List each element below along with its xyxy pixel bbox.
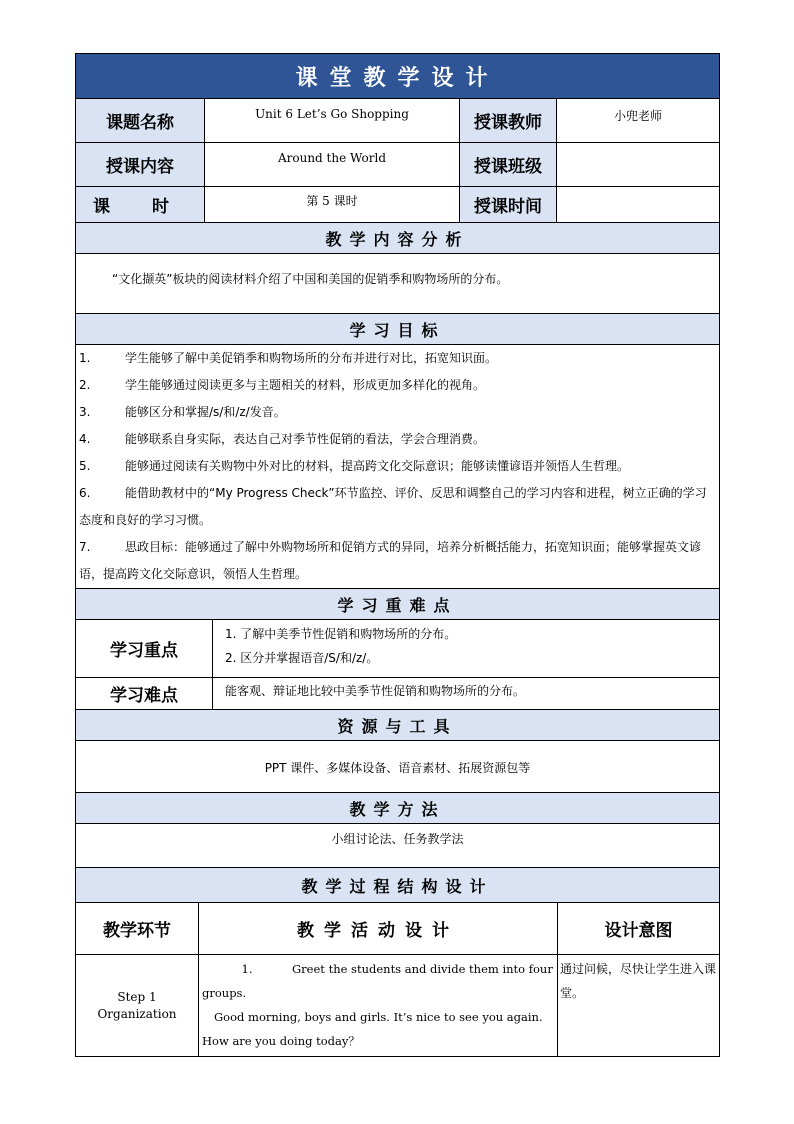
resources-text: PPT 课件、多媒体设备、语音素材、拓展资源包等 bbox=[76, 741, 720, 793]
objective-item: 4. 能够联系自身实际，表达自己对季节性促销的看法，学会合理消费。 bbox=[79, 432, 486, 446]
teacher-value: 小兜老师 bbox=[557, 99, 720, 143]
focus-content bbox=[213, 620, 720, 678]
stage-cell: Step 1 Organization bbox=[76, 955, 199, 1057]
key-points-heading: 学习重难点 bbox=[76, 589, 720, 620]
process-heading: 教学过程结构设计 bbox=[76, 868, 720, 903]
content-value: Around the World bbox=[205, 143, 460, 187]
content-label: 授课内容 bbox=[76, 143, 205, 187]
key-points-table bbox=[75, 588, 720, 868]
class-value bbox=[557, 143, 720, 187]
period-value: 第 5 课时 bbox=[205, 187, 460, 223]
activity-cell: 1. Greet the students and divide them into four groups. Good morning, boys and girls. It’s nice to see you again. How are you doing today？ bbox=[199, 955, 558, 1057]
objective-item: 1. 学生能够了解中美促销季和购物场所的分布并进行对比，拓宽知识面。 bbox=[79, 351, 498, 365]
objectives-list bbox=[76, 345, 720, 589]
intent-column-header: 设计意图 bbox=[558, 903, 720, 955]
objective-item: 2. 学生能够通过阅读更多与主题相关的材料，形成更加多样化的视角。 bbox=[79, 378, 486, 392]
objectives-heading: 学习目标 bbox=[76, 314, 720, 345]
difficulty-label: 学习难点 bbox=[76, 678, 213, 710]
focus-item: 2. 区分并掌握语音/S/和/z/。 bbox=[225, 651, 379, 665]
time-value bbox=[557, 187, 720, 223]
info-table bbox=[75, 53, 720, 589]
focus-label: 学习重点 bbox=[76, 620, 213, 678]
activity-column-header: 教学活动设计 bbox=[199, 903, 558, 955]
intent-cell: 通过问候，尽快让学生进入课堂。 bbox=[558, 955, 720, 1057]
objective-item: 6. 能借助教材中的“My Progress Check”环节监控、评价、反思和调整自己的学习内容和进程，树立正确的学习态度和良好的学习习惯。 bbox=[79, 486, 707, 527]
objective-item: 7. 思政目标：能够通过了解中外购物场所和促销方式的异同，培养分析概括能力，拓宽知识面；能够掌握英文谚语，提高跨文化交际意识，领悟人生哲理。 bbox=[79, 540, 702, 581]
period-label: 课 时 bbox=[76, 187, 205, 223]
lesson-plan-document bbox=[75, 53, 719, 1057]
objective-item: 3. 能够区分和掌握/s/和/z/发音。 bbox=[79, 405, 286, 419]
document-title: 课堂教学设计 bbox=[76, 54, 720, 99]
focus-item: 1. 了解中美季节性促销和购物场所的分布。 bbox=[225, 627, 457, 641]
topic-value: Unit 6 Let’s Go Shopping bbox=[205, 99, 460, 143]
topic-label: 课题名称 bbox=[76, 99, 205, 143]
class-label: 授课班级 bbox=[460, 143, 557, 187]
process-table bbox=[75, 867, 720, 1057]
methods-heading: 教学方法 bbox=[76, 793, 720, 824]
teacher-label: 授课教师 bbox=[460, 99, 557, 143]
methods-text: 小组讨论法、任务教学法 bbox=[76, 824, 720, 868]
table-row bbox=[76, 955, 720, 1057]
resources-heading: 资源与工具 bbox=[76, 710, 720, 741]
analysis-text: “文化撷英”板块的阅读材料介绍了中国和美国的促销季和购物场所的分布。 bbox=[76, 254, 720, 314]
time-label: 授课时间 bbox=[460, 187, 557, 223]
stage-column-header: 教学环节 bbox=[76, 903, 199, 955]
objective-item: 5. 能够通过阅读有关购物中外对比的材料，提高跨文化交际意识；能够读懂谚语并领悟人生哲理。 bbox=[79, 459, 630, 473]
difficulty-text: 能客观、辩证地比较中美季节性促销和购物场所的分布。 bbox=[213, 678, 720, 710]
analysis-heading: 教学内容分析 bbox=[76, 223, 720, 254]
